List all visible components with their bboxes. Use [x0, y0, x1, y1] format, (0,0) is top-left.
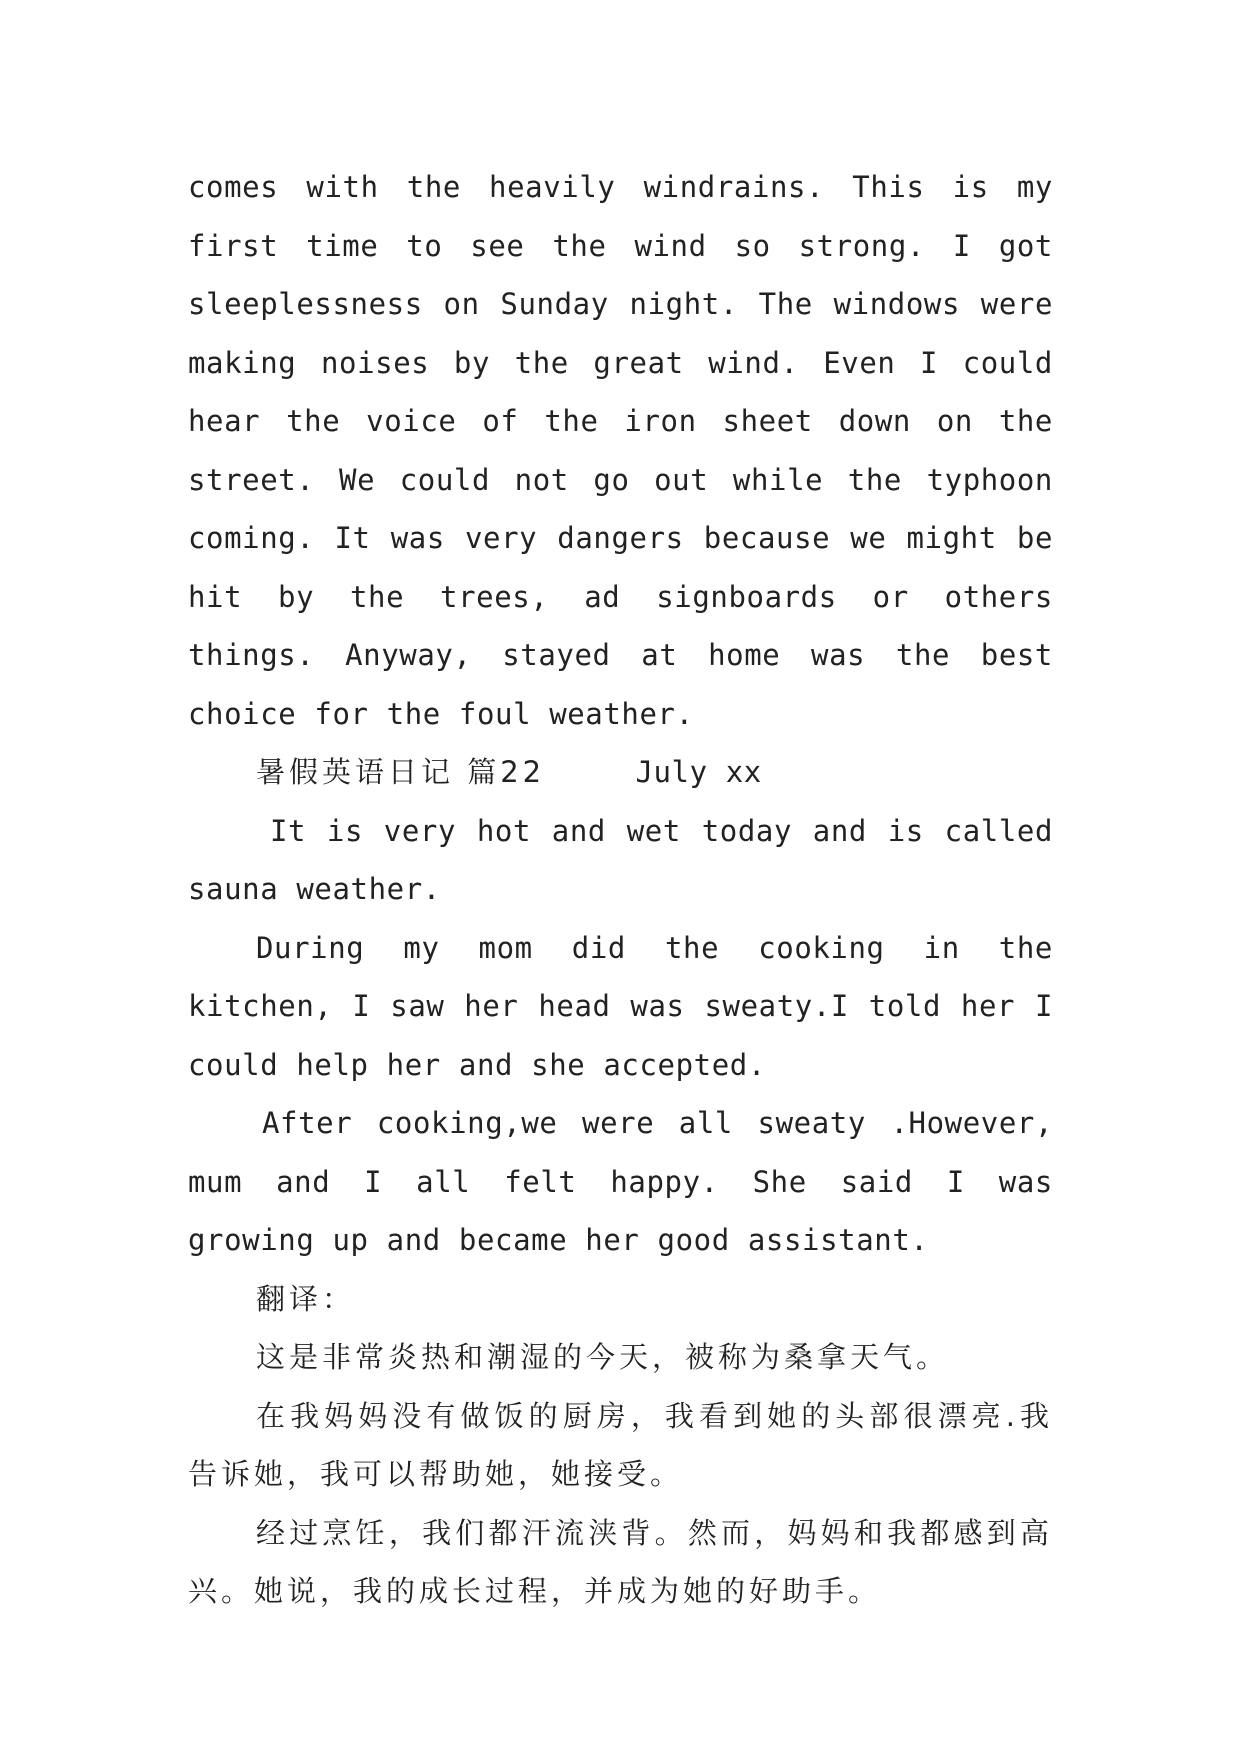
paragraph-typhoon: comes with the heavily windrains. This is my first time to see the wind so strong. I got sleeplessness on Sunday night. The windows were making noises by the great wind. Even I could hear the voice of the iron sheet down on the street. We could not go out while the typhoon coming. It was very dangers because we might be hit by the trees, ad signboards or others things. Anyway, stayed at home was the best choice for the foul weather. — [188, 170, 1053, 731]
translation-paragraph-1: 这是非常炎热和潮湿的今天，被称为桑拿天气。 — [256, 1340, 950, 1374]
paragraph-after-cooking: After cooking,we were all sweaty .However, mum and I all felt happy. She said I was growing up and became her good assistant. — [188, 1106, 1053, 1257]
entry-title: 暑假英语日记 篇22 — [256, 755, 546, 789]
translation-label: 翻译： — [256, 1281, 356, 1316]
entry-date: July xx — [635, 755, 762, 789]
translation-paragraph-2: 在我妈妈没有做饭的厨房，我看到她的头部很漂亮.我告诉她，我可以帮助她，她接受。 — [188, 1398, 1053, 1491]
paragraph-cooking: During my mom did the cooking in the kitchen, I saw her head was sweaty.I told her I could help her and she accepted. — [188, 930, 1053, 1082]
translation-paragraph-3: 经过烹饪，我们都汗流浃背。然而，妈妈和我都感到高兴。她说，我的成长过程，并成为她的好助手。 — [188, 1515, 1053, 1608]
entry-heading — [188, 743, 1053, 802]
paragraph-hot-weather: It is very hot and wet today and is called sauna weather. — [188, 813, 1053, 906]
document-body — [188, 158, 1053, 1621]
